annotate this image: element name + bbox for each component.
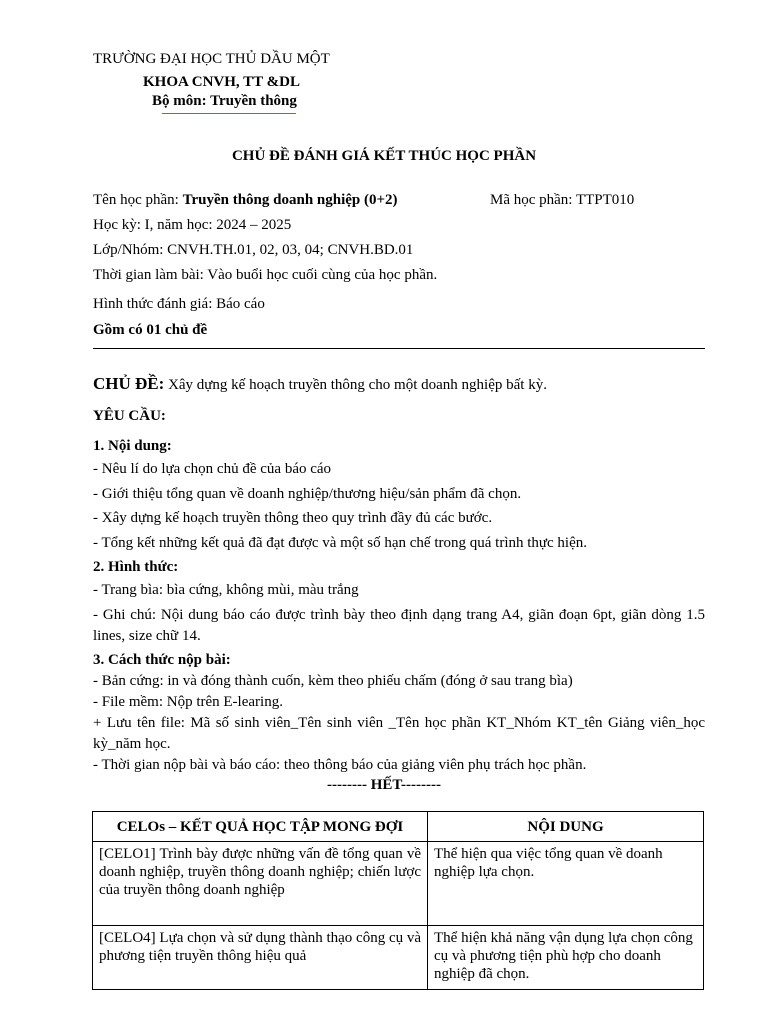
topic-count: Gồm có 01 chủ đề [93,322,208,338]
topic-text: Xây dựng kế hoạch truyền thông cho một doanh nghiệp bất kỳ. [164,377,547,393]
format-heading: 2. Hình thức: [93,559,179,575]
course-line [93,192,398,209]
submission-hard-copy: - Bản cứng: in và đóng thành cuốn, kèm theo phiếu chấm (đóng ở sau trang bìa) [93,673,573,689]
course-label: Tên học phần: [93,192,183,208]
table-cell-content: Thể hiện qua việc tổng quan về doanh nghiệp lựa chọn. [428,842,704,926]
table-cell-celo: [CELO1] Trình bày được những vấn đề tổng quan về doanh nghiệp, truyền thông doanh nghiệp; chiến lược của truyền thông doanh nghiệp [93,842,428,926]
content-item: - Giới thiệu tổng quan về doanh nghiệp/thương hiệu/sản phẩm đã chọn. [93,486,522,502]
table-header-row [93,812,704,842]
assessment-form: Hình thức đánh giá: Báo cáo [93,296,265,312]
document-title: CHỦ ĐỀ ĐÁNH GIÁ KẾT THÚC HỌC PHẦN [231,148,537,164]
course-name: Truyền thông doanh nghiệp (0+2) [182,192,398,208]
submission-deadline: - Thời gian nộp bài và báo cáo: theo thông báo của giảng viên phụ trách học phần. [93,757,587,773]
requirements-heading: YÊU CẦU: [93,408,166,424]
table-row [93,926,704,990]
topic-label: CHỦ ĐỀ: [93,374,165,393]
submission-heading: 3. Cách thức nộp bài: [93,652,231,668]
faculty-name: KHOA CNVH, TT &DL [143,74,300,90]
format-note: - Ghi chú: Nội dung báo cáo được trình bày theo định dạng trang A4, giãn đoạn 6pt, giãn dòng 1.5 lines, size chữ 14. [93,607,705,644]
university-name: TRƯỜNG ĐẠI HỌC THỦ DẦU MỘT [93,51,330,67]
table-header-content: NỘI DUNG [428,812,704,842]
submission-filename: + Lưu tên file: Mã số sinh viên_Tên sinh viên _Tên học phần KT_Nhóm KT_tên Giảng viên_học kỳ_năm học. [93,715,705,752]
content-heading: 1. Nội dung: [93,438,172,454]
course-code: Mã học phần: TTPT010 [490,192,635,208]
table-row [93,842,704,926]
content-item: - Xây dựng kế hoạch truyền thông theo quy trình đầy đủ các bước. [93,510,493,526]
class-groups: Lớp/Nhóm: CNVH.TH.01, 02, 03, 04; CNVH.BD.01 [93,242,414,258]
semester: Học kỳ: I, năm học: 2024 – 2025 [93,217,292,233]
topic-line [93,374,547,394]
department-underline [162,113,296,114]
exam-time: Thời gian làm bài: Vào buổi học cuối cùng của học phần. [93,267,438,283]
table-cell-celo: [CELO4] Lựa chọn và sử dụng thành thạo công cụ và phương tiện truyền thông hiệu quả [93,926,428,990]
separator-line [93,348,705,349]
end-mark: -------- HẾT-------- [327,777,441,793]
content-item: - Nêu lí do lựa chọn chủ đề của báo cáo [93,461,332,477]
submission-soft-copy: - File mềm: Nộp trên E-learing. [93,694,283,710]
table-header-celo: CELOs – KẾT QUẢ HỌC TẬP MONG ĐỢI [93,812,428,842]
celo-table [92,811,704,990]
department-name: Bộ môn: Truyền thông [152,93,297,109]
format-cover: - Trang bìa: bìa cứng, không mùi, màu trắng [93,582,359,598]
table-cell-content: Thể hiện khả năng vận dụng lựa chọn công cụ và phương tiện phù hợp cho doanh nghiệp đã chọn. [428,926,704,990]
content-item: - Tổng kết những kết quả đã đạt được và một số hạn chế trong quá trình thực hiện. [93,535,588,551]
